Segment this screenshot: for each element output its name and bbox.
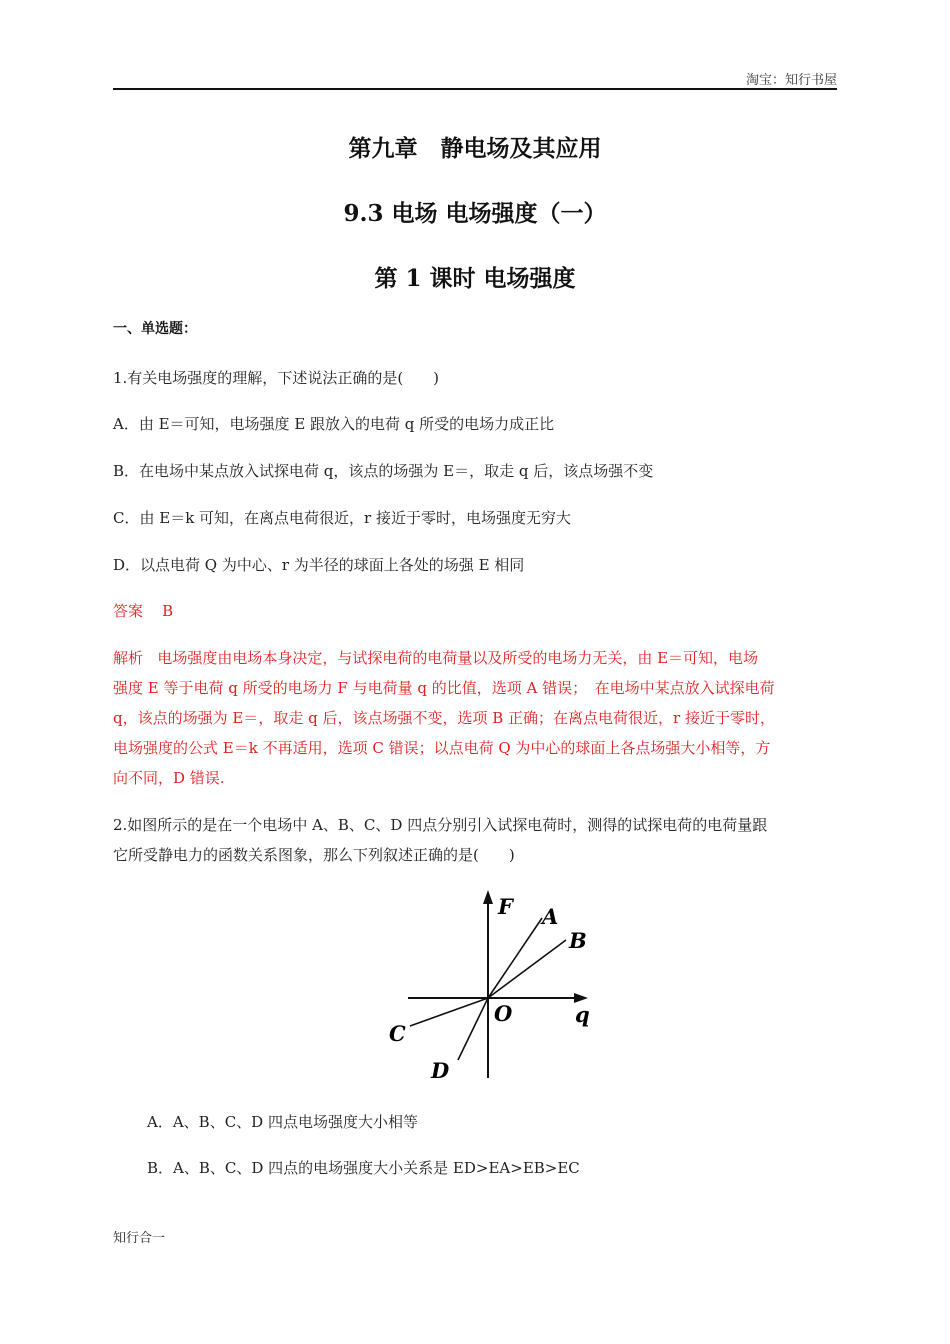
q-axis-label: q (575, 1002, 590, 1027)
q1-explanation-line-4: 电场强度的公式 E＝k 不再适用，选项 C 错误；以点电荷 Q 为中心的球面上各点场强大小相等，方 (113, 739, 771, 757)
q2-stem-line-1: 2.如图所示的是在一个电场中 A、B、C、D 四点分别引入试探电荷时，测得的试探电荷的电荷量跟 (113, 816, 768, 834)
force-charge-graph (380, 888, 610, 1088)
answer-label: 答案 (113, 602, 144, 620)
line-a (488, 918, 542, 998)
q1-explanation-line-2: 强度 E 等于电荷 q 所受的电场力 F 与电荷量 q 的比值，选项 A 错误； 在电场中某点放入试探电荷 (113, 679, 775, 697)
lesson-title: 第 1 课时 电场强度 (374, 265, 576, 292)
explanation-text-1: 电场强度由电场本身决定，与试探电荷的电荷量以及所受的电场力无关，由 E＝可知，电场 (157, 649, 759, 667)
header-divider (113, 88, 837, 90)
f-axis-label: F (498, 894, 513, 919)
q1-option-d: D．以点电荷 Q 为中心、r 为半径的球面上各处的场强 E 相同 (113, 556, 525, 574)
answer-value: B (162, 602, 174, 620)
line-c-label: C (389, 1021, 406, 1046)
line-d-label: D (431, 1058, 450, 1083)
q1-explanation-line-1 (113, 647, 758, 668)
part-label: 一、单选题： (113, 321, 197, 337)
f-axis-arrow-icon (483, 890, 493, 904)
section-title: 9.3 电场 电场强度（一） (343, 200, 607, 227)
q2-option-a: A．A、B、C、D 四点电场强度大小相等 (147, 1113, 418, 1131)
chapter-title: 第九章 静电场及其应用 (348, 135, 602, 162)
explanation-label: 解析 (113, 649, 144, 667)
q1-answer (113, 600, 173, 621)
line-b-label: B (569, 928, 587, 953)
header-shop-name: 淘宝：知行书屋 (745, 73, 837, 88)
line-a-label: A (542, 904, 559, 929)
q1-option-c: C．由 E＝k 可知，在离点电荷很近，r 接近于零时，电场强度无穷大 (113, 509, 571, 527)
q2-stem-line-2: 它所受静电力的函数关系图象，那么下列叙述正确的是( ) (113, 846, 515, 864)
q1-explanation-line-5: 向不同，D 错误. (113, 769, 225, 787)
q1-option-a: A．由 E＝可知，电场强度 E 跟放入的电荷 q 所受的电场力成正比 (113, 415, 555, 433)
q1-stem: 1.有关电场强度的理解，下述说法正确的是( ) (113, 369, 440, 387)
q1-explanation-line-3: q，该点的场强为 E＝，取走 q 后，该点场强不变，选项 B 正确；在离点电荷很近，r 接近于零时， (113, 709, 775, 727)
footer-text: 知行合一 (113, 1231, 166, 1246)
q1-option-b: B．在电场中某点放入试探电荷 q，该点的场强为 E＝，取走 q 后，该点场强不变 (113, 462, 654, 480)
line-b (488, 940, 566, 998)
q2-option-b: B．A、B、C、D 四点的电场强度大小关系是 ED>EA>EB>EC (147, 1159, 580, 1177)
origin-label: O (494, 1001, 513, 1026)
